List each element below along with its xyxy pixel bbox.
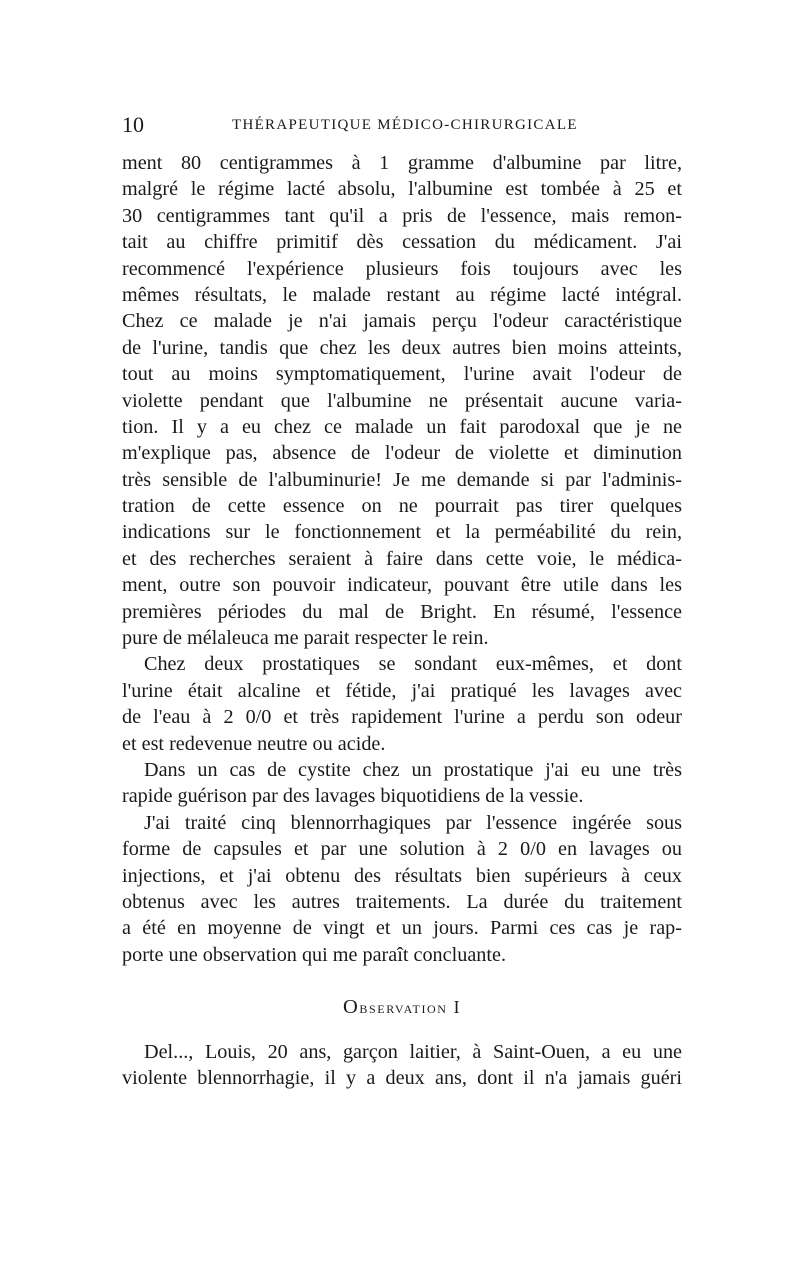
running-head (122, 112, 682, 142)
text-line: tait au chiffre primitif dès cessation du médicament. J'ai (122, 231, 682, 254)
observation-paragraph (122, 1039, 682, 1092)
spacer (122, 1021, 682, 1039)
section-heading-initial: O (343, 996, 360, 1019)
paragraph-1 (122, 150, 682, 651)
running-title: THÉRAPEUTIQUE MÉDICO-CHIRURGICALE (232, 117, 578, 133)
text-line: de l'urine, tandis que chez les deux autres bien moins atteints, (122, 336, 682, 359)
text-line: de l'eau à 2 0/0 et très rapidement l'urine a perdu son odeur (122, 706, 682, 729)
spacer (122, 968, 682, 994)
page-number: 10 (122, 112, 144, 137)
body-text (122, 150, 682, 1091)
text-line: indications sur le fonctionnement et la perméabilité du rein, (122, 521, 682, 544)
text-line: a été en moyenne de vingt et un jours. Parmi ces cas je rap- (122, 917, 682, 940)
section-heading-numeral: I (453, 997, 461, 1018)
text-line: tout au moins symptomatiquement, l'urine avait l'odeur de (122, 363, 682, 386)
text-line: Chez deux prostatiques se sondant eux-mêmes, et dont (144, 653, 682, 676)
section-heading (122, 994, 682, 1020)
text-line: et des recherches seraient à faire dans cette voie, le médica- (122, 547, 682, 570)
text-line: rapide guérison par des lavages biquotidiens de la vessie. (122, 785, 584, 808)
paragraph-4 (122, 810, 682, 968)
text-line: Dans un cas de cystite chez un prostatique j'ai eu une très (144, 758, 682, 781)
text-line: Del..., Louis, 20 ans, garçon laitier, à Saint-Ouen, a eu une (144, 1040, 682, 1063)
text-line: ment, outre son pouvoir indicateur, pouvant être utile dans les (122, 574, 682, 597)
text-line: injections, et j'ai obtenu des résultats bien supérieurs à ceux (122, 864, 682, 887)
text-line: m'explique pas, absence de l'odeur de violette et diminution (122, 442, 682, 465)
text-line: J'ai traité cinq blennorrhagiques par l'essence ingérée sous (144, 811, 682, 834)
text-line: mêmes résultats, le malade restant au régime lacté intégral. (122, 283, 682, 306)
paragraph-3 (122, 757, 682, 810)
text-line: l'urine était alcaline et fétide, j'ai pratiqué les lavages avec (122, 679, 682, 702)
text-line: et est redevenue neutre ou acide. (122, 732, 386, 755)
text-line: obtenus avec les autres traitements. La durée du traitement (122, 890, 682, 913)
section-heading-word: bservation (359, 997, 448, 1018)
text-line: tration de cette essence on ne pourrait pas tirer quelques (122, 495, 682, 518)
text-line: tion. Il y a eu chez ce malade un fait parodoxal que je ne (122, 415, 682, 438)
text-line: très sensible de l'albuminurie! Je me demande si par l'adminis- (122, 468, 682, 491)
paragraph-2 (122, 651, 682, 757)
text-line: violente blennorrhagie, il y a deux ans, dont il n'a jamais guéri (122, 1066, 682, 1089)
text-line: forme de capsules et par une solution à 2 0/0 en lavages ou (122, 838, 682, 861)
text-line: Chez ce malade je n'ai jamais perçu l'odeur caractéristique (122, 310, 682, 333)
text-line: violette pendant que l'albumine ne présentait aucune varia- (122, 389, 682, 412)
text-line: ment 80 centigrammes à 1 gramme d'albumine par litre, (122, 152, 682, 174)
text-line: premières périodes du mal de Bright. En résumé, l'essence (122, 600, 682, 623)
text-line: pure de mélaleuca me parait respecter le rein. (122, 627, 489, 650)
text-line: 30 centigrammes tant qu'il a pris de l'essence, mais remon- (122, 204, 682, 227)
text-line: malgré le régime lacté absolu, l'albumine est tombée à 25 et (122, 178, 682, 201)
text-line: porte une observation qui me paraît concluante. (122, 943, 506, 966)
text-line: recommencé l'expérience plusieurs fois toujours avec les (122, 257, 682, 280)
